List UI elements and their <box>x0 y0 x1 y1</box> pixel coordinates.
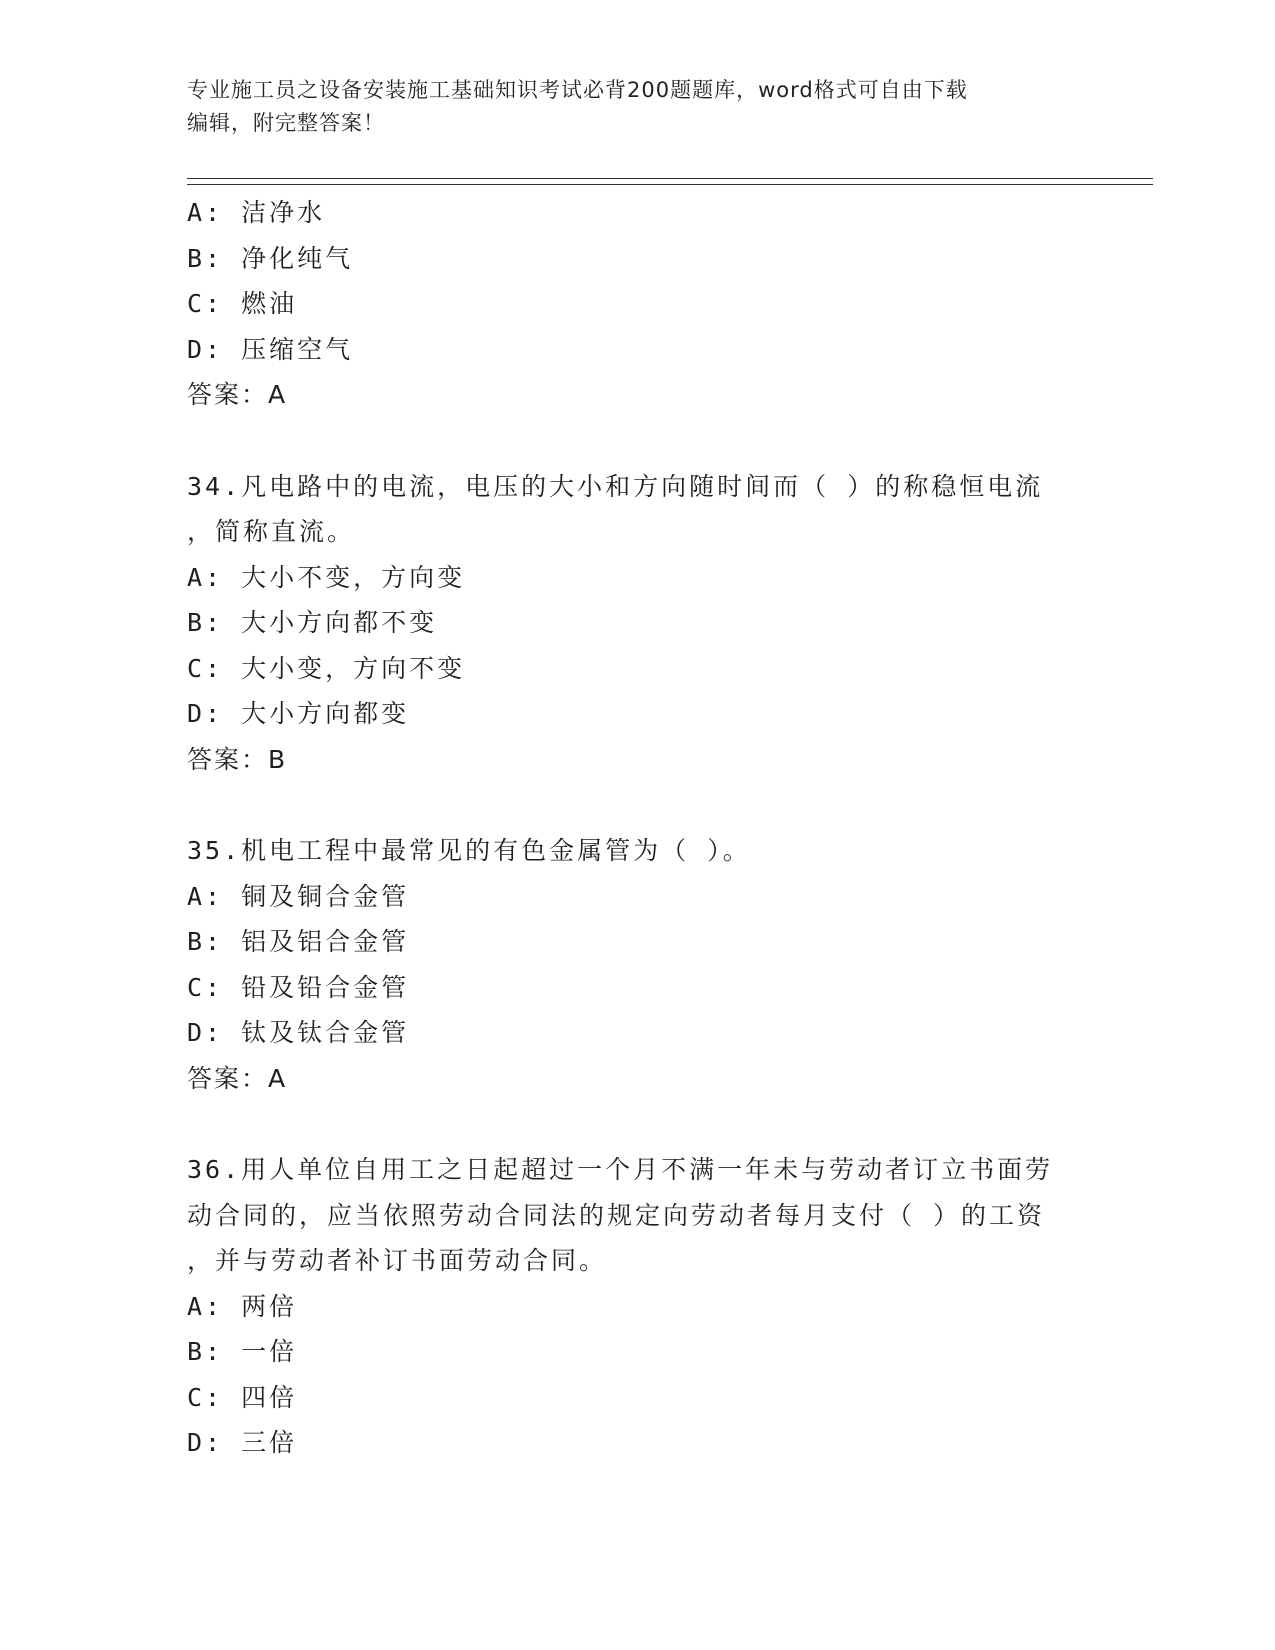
header-divider-bottom <box>187 184 1153 185</box>
question-35 <box>187 828 1087 1101</box>
option-d: D: 三倍 <box>187 1428 298 1457</box>
question-33-continuation <box>187 190 1087 418</box>
question-36 <box>187 1147 1087 1466</box>
answer-line: 答案：A <box>187 380 288 409</box>
header-title-line-1: 专业施工员之设备安装施工基础知识考试必背200题题库，word格式可自由下载 <box>187 78 968 102</box>
option-c: C: 四倍 <box>187 1382 298 1412</box>
question-stem-line: ，并与劳动者补订书面劳动合同。 <box>187 1246 608 1275</box>
option-a: A: 洁净水 <box>187 198 326 227</box>
question-stem-line: 35.机电工程中最常见的有色金属管为（ ）。 <box>187 836 751 865</box>
option-c: C: 铅及铅合金管 <box>187 972 410 1002</box>
question-34 <box>187 464 1087 783</box>
option-d: D: 压缩空气 <box>187 334 354 364</box>
option-d: D: 大小方向都变 <box>187 699 410 728</box>
option-b: B: 净化纯气 <box>187 243 354 273</box>
option-a: A: 大小不变，方向变 <box>187 562 466 592</box>
header-divider-top <box>187 178 1153 179</box>
option-a: A: 两倍 <box>187 1291 298 1321</box>
header-title-line-2: 编辑，附完整答案！ <box>187 111 385 135</box>
question-stem-line: 34.凡电路中的电流，电压的大小和方向随时间而（ ）的称稳恒电流 <box>187 471 1044 501</box>
answer-line: 答案：B <box>187 744 288 774</box>
answer-line: 答案：A <box>187 1063 288 1093</box>
question-stem-line: ，简称直流。 <box>187 517 356 546</box>
question-stem-line: 动合同的，应当依照劳动合同法的规定向劳动者每月支付（ ）的工资 <box>187 1200 1046 1230</box>
option-c: C: 燃油 <box>187 289 298 318</box>
option-b: B: 一倍 <box>187 1337 298 1366</box>
option-b: B: 铝及铝合金管 <box>187 927 410 956</box>
option-c: C: 大小变，方向不变 <box>187 653 466 683</box>
question-stem-line: 36.用人单位自用工之日起超过一个月不满一年未与劳动者订立书面劳 <box>187 1155 1054 1184</box>
option-d: D: 钛及钛合金管 <box>187 1018 410 1047</box>
option-b: B: 大小方向都不变 <box>187 608 438 637</box>
question-content <box>187 190 1087 1466</box>
option-a: A: 铜及铜合金管 <box>187 881 410 911</box>
document-header <box>187 74 1067 140</box>
